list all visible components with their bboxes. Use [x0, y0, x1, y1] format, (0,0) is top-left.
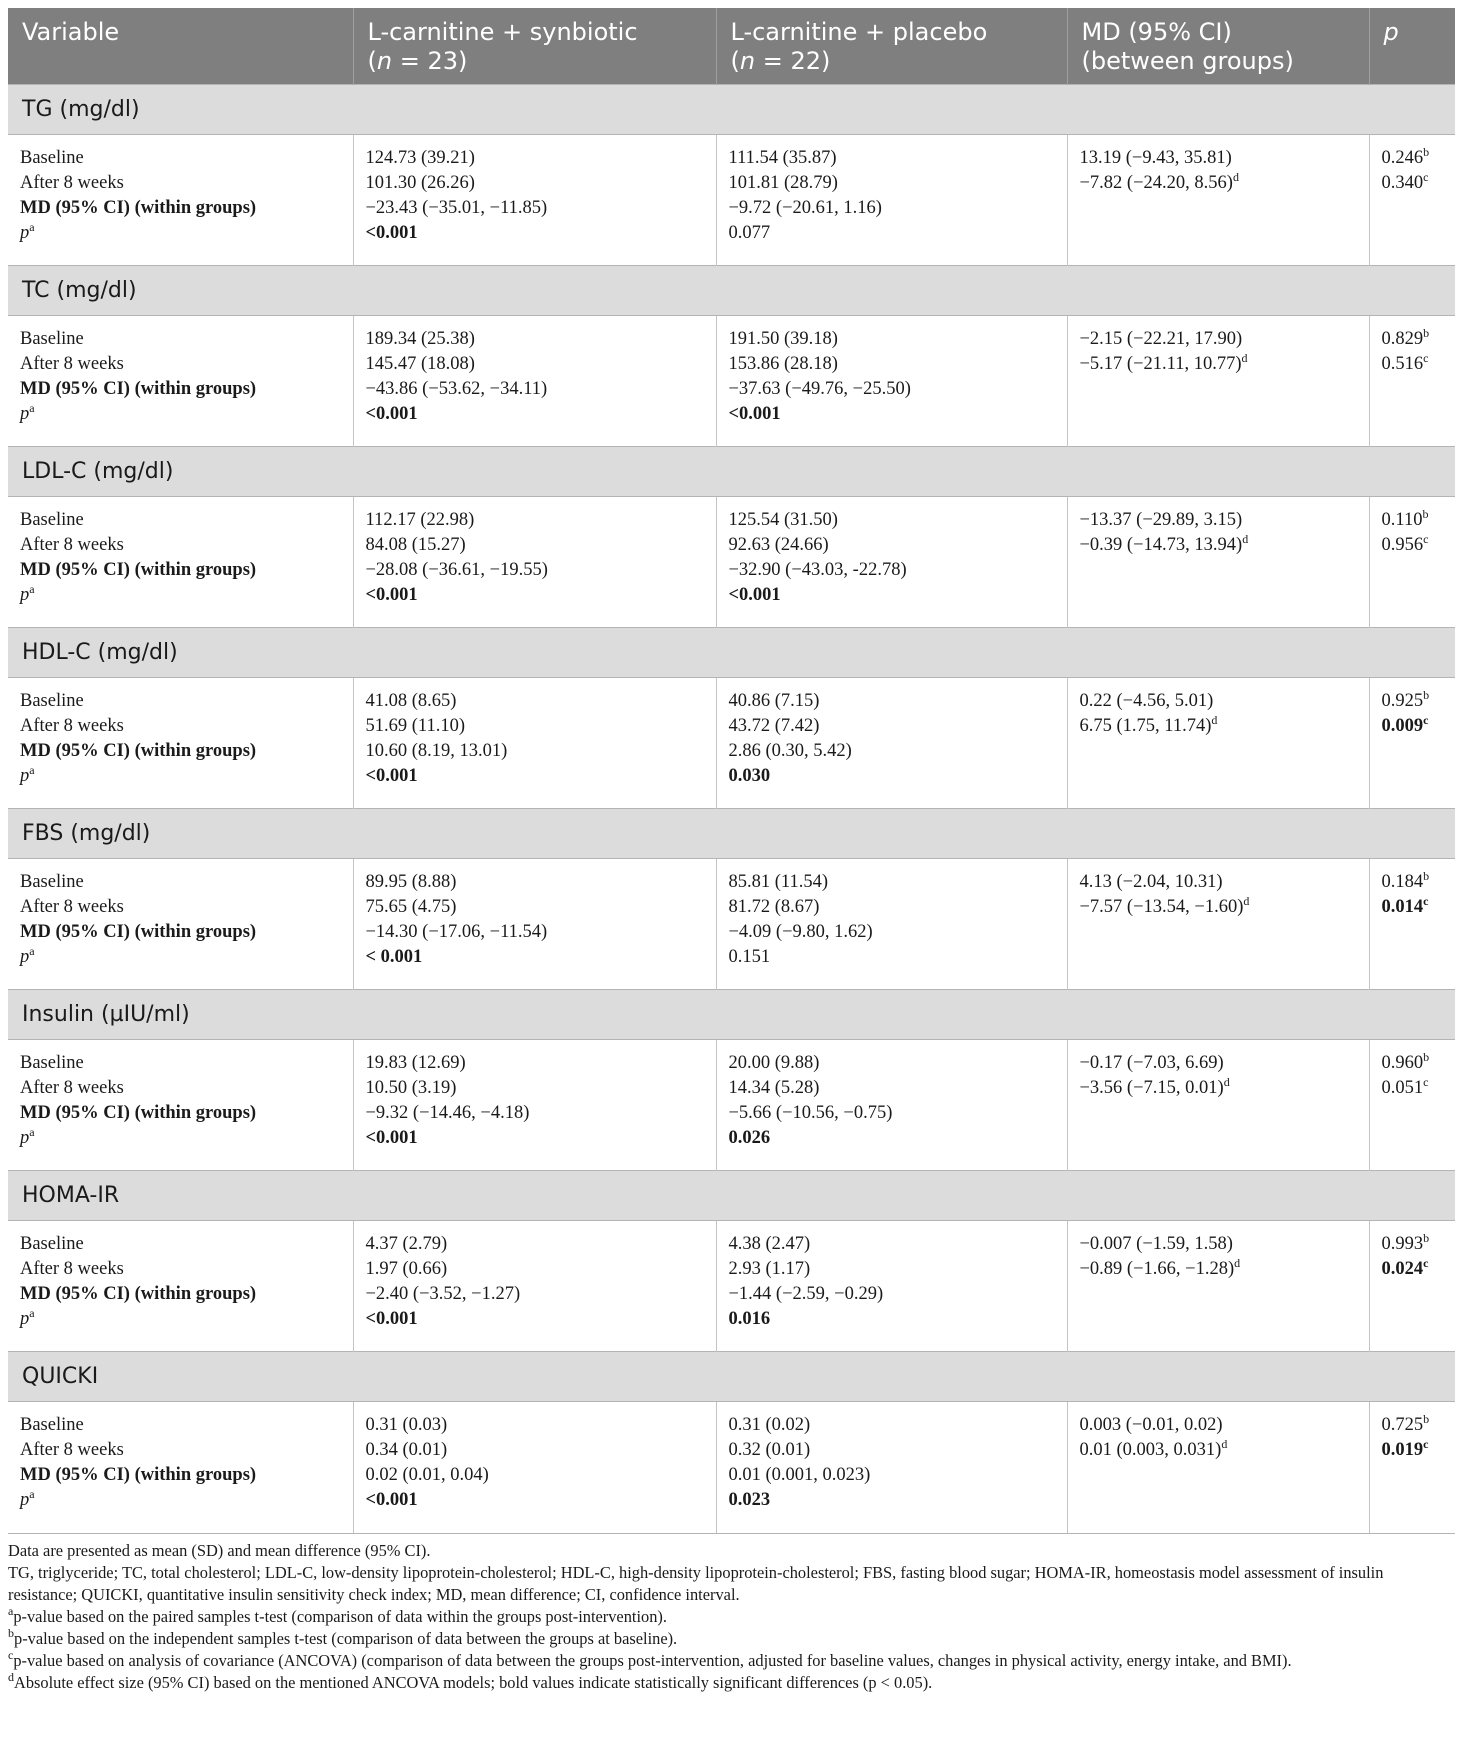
p-baseline: 0.925$^b$ — [1381, 688, 1430, 711]
header-placebo-group: L-carnitine + placebo (n = 22) — [716, 8, 1067, 85]
placebo-values-cell — [716, 859, 1067, 990]
value-baseline: 191.50 (39.18) — [728, 329, 838, 349]
section-data-row — [8, 1221, 1455, 1352]
label-baseline: Baseline — [20, 872, 84, 892]
footnote-data-presentation: Data are presented as mean (SD) and mean difference (95% CI). — [8, 1540, 431, 1560]
placebo-values-cell — [716, 1221, 1067, 1352]
section-header-row — [8, 85, 1455, 135]
value-after-8-weeks: 14.34 (5.28) — [728, 1078, 820, 1098]
value-after-8-weeks: 10.50 (3.19) — [365, 1078, 457, 1098]
label-after-8-weeks: After 8 weeks — [20, 897, 124, 917]
header-mean-difference: MD (95% CI) (between groups) — [1067, 8, 1369, 85]
value-p: <0.001 — [728, 585, 781, 605]
label-md-within-groups: MD (95% CI) (within groups) — [20, 1103, 257, 1123]
value-p: 0.016 — [728, 1309, 771, 1329]
between-after: −7.82 (−24.20, 8.56)$^d$ — [1079, 170, 1239, 193]
row-labels-cell — [8, 678, 353, 809]
placebo-values-cell — [716, 678, 1067, 809]
between-groups-cell — [1067, 1402, 1369, 1533]
p-value-cell — [1369, 678, 1455, 809]
table-footnotes — [8, 1533, 1455, 1694]
label-p-value: $p^a$ — [20, 1125, 35, 1148]
label-p-value: $p^a$ — [20, 944, 35, 967]
section-title: HDL-C (mg/dl) — [8, 628, 1455, 678]
section-title: FBS (mg/dl) — [8, 809, 1455, 859]
label-after-8-weeks: After 8 weeks — [20, 1078, 124, 1098]
row-labels-cell — [8, 316, 353, 447]
value-after-8-weeks: 51.69 (11.10) — [365, 716, 466, 736]
between-baseline: 13.19 (−9.43, 35.81) — [1079, 148, 1232, 168]
label-baseline: Baseline — [20, 691, 84, 711]
placebo-values-cell — [716, 1040, 1067, 1171]
section-header-row — [8, 447, 1455, 497]
p-value-cell — [1369, 859, 1455, 990]
value-md-within: −32.90 (−43.03, -22.78) — [728, 560, 907, 580]
between-after: 0.01 (0.003, 0.031)$^d$ — [1079, 1437, 1228, 1460]
p-baseline: 0.110$^b$ — [1381, 507, 1429, 530]
section-title: HOMA-IR — [8, 1171, 1455, 1221]
value-baseline: 0.31 (0.03) — [365, 1415, 448, 1435]
p-value-cell — [1369, 1040, 1455, 1171]
section-header-row — [8, 1352, 1455, 1402]
value-md-within: 2.86 (0.30, 5.42) — [728, 741, 852, 761]
value-after-8-weeks: 1.97 (0.66) — [365, 1259, 448, 1279]
section-title: Insulin (µIU/ml) — [8, 990, 1455, 1040]
label-p-value: $p^a$ — [20, 1306, 35, 1329]
between-baseline: 4.13 (−2.04, 10.31) — [1079, 872, 1223, 892]
value-p: 0.151 — [728, 947, 771, 967]
value-after-8-weeks: 92.63 (24.66) — [728, 535, 829, 555]
label-after-8-weeks: After 8 weeks — [20, 1440, 124, 1460]
p-baseline: 0.184$^b$ — [1381, 869, 1430, 892]
between-groups-cell — [1067, 135, 1369, 266]
p-value-cell — [1369, 316, 1455, 447]
section-data-row — [8, 497, 1455, 628]
label-p-value: $p^a$ — [20, 1487, 35, 1510]
header-p-value: p — [1369, 8, 1455, 85]
row-labels-cell — [8, 1402, 353, 1533]
p-after: 0.019$^c$ — [1381, 1437, 1429, 1460]
value-baseline: 20.00 (9.88) — [728, 1053, 820, 1073]
label-baseline: Baseline — [20, 1234, 84, 1254]
section-title: TG (mg/dl) — [8, 85, 1455, 135]
label-baseline: Baseline — [20, 1053, 84, 1073]
between-baseline: −2.15 (−22.21, 17.90) — [1079, 329, 1243, 349]
p-value-cell — [1369, 1402, 1455, 1533]
section-data-row — [8, 135, 1455, 266]
p-value-cell — [1369, 135, 1455, 266]
between-after: −3.56 (−7.15, 0.01)$^d$ — [1079, 1075, 1230, 1098]
p-after: 0.516$^c$ — [1381, 351, 1429, 374]
value-baseline: 89.95 (8.88) — [365, 872, 457, 892]
value-md-within: −2.40 (−3.52, −1.27) — [365, 1284, 521, 1304]
section-header-row — [8, 990, 1455, 1040]
value-baseline: 125.54 (31.50) — [728, 510, 838, 530]
value-baseline: 41.08 (8.65) — [365, 691, 457, 711]
p-baseline: 0.725$^b$ — [1381, 1412, 1430, 1435]
synbiotic-values-cell — [353, 497, 716, 628]
value-after-8-weeks: 75.65 (4.75) — [365, 897, 457, 917]
section-title: QUICKI — [8, 1352, 1455, 1402]
between-groups-cell — [1067, 497, 1369, 628]
value-p: <0.001 — [365, 223, 418, 243]
value-after-8-weeks: 153.86 (28.18) — [728, 354, 838, 374]
value-p: <0.001 — [365, 1128, 418, 1148]
row-labels-cell — [8, 1221, 353, 1352]
between-groups-cell — [1067, 1040, 1369, 1171]
section-title: TC (mg/dl) — [8, 266, 1455, 316]
value-p: <0.001 — [728, 404, 781, 424]
value-md-within: −4.09 (−9.80, 1.62) — [728, 922, 873, 942]
synbiotic-values-cell — [353, 678, 716, 809]
header-variable: Variable — [8, 8, 353, 85]
value-p: <0.001 — [365, 585, 418, 605]
footnote-d: $^d$Absolute effect size (95% CI) based on the mentioned ANCOVA models; bold values indicate statistically significant differences (p < 0.05). — [8, 1669, 933, 1692]
between-after: −0.89 (−1.66, −1.28)$^d$ — [1079, 1256, 1241, 1279]
p-value-cell — [1369, 497, 1455, 628]
label-baseline: Baseline — [20, 329, 84, 349]
value-md-within: 0.01 (0.001, 0.023) — [728, 1465, 871, 1485]
p-after: 0.024$^c$ — [1381, 1256, 1429, 1279]
value-md-within: −23.43 (−35.01, −11.85) — [365, 198, 548, 218]
footnote-a: $^a$p-value based on the paired samples t-test (comparison of data within the groups post-intervention). — [8, 1603, 667, 1626]
p-after: 0.051$^c$ — [1381, 1075, 1429, 1098]
between-baseline: −0.17 (−7.03, 6.69) — [1079, 1053, 1224, 1073]
synbiotic-values-cell — [353, 135, 716, 266]
section-data-row — [8, 1402, 1455, 1533]
between-groups-cell — [1067, 678, 1369, 809]
synbiotic-values-cell — [353, 859, 716, 990]
section-data-row — [8, 1040, 1455, 1171]
between-groups-cell — [1067, 1221, 1369, 1352]
label-p-value: $p^a$ — [20, 220, 35, 243]
label-md-within-groups: MD (95% CI) (within groups) — [20, 198, 257, 218]
value-p: < 0.001 — [365, 947, 423, 967]
value-baseline: 4.38 (2.47) — [728, 1234, 811, 1254]
p-after: 0.340$^c$ — [1381, 170, 1429, 193]
header-synbiotic-group: L-carnitine + synbiotic (n = 23) — [353, 8, 716, 85]
value-baseline: 40.86 (7.15) — [728, 691, 820, 711]
value-p: <0.001 — [365, 1490, 418, 1510]
placebo-values-cell — [716, 316, 1067, 447]
value-baseline: 85.81 (11.54) — [728, 872, 829, 892]
label-baseline: Baseline — [20, 148, 84, 168]
section-data-row — [8, 859, 1455, 990]
value-after-8-weeks: 2.93 (1.17) — [728, 1259, 811, 1279]
label-md-within-groups: MD (95% CI) (within groups) — [20, 1465, 257, 1485]
label-baseline: Baseline — [20, 510, 84, 530]
placebo-values-cell — [716, 497, 1067, 628]
footnote-c: $^c$p-value based on analysis of covariance (ANCOVA) (comparison of data between the groups post-intervention, adjusted for baseline values, changes in physical activity, energy intake, and BMI). — [8, 1647, 1292, 1670]
synbiotic-values-cell — [353, 316, 716, 447]
label-after-8-weeks: After 8 weeks — [20, 716, 124, 736]
value-md-within: −14.30 (−17.06, −11.54) — [365, 922, 548, 942]
results-table — [8, 8, 1455, 1533]
value-baseline: 4.37 (2.79) — [365, 1234, 448, 1254]
value-baseline: 189.34 (25.38) — [365, 329, 475, 349]
value-md-within: −9.72 (−20.61, 1.16) — [728, 198, 882, 218]
synbiotic-values-cell — [353, 1402, 716, 1533]
row-labels-cell — [8, 497, 353, 628]
value-baseline: 112.17 (22.98) — [365, 510, 475, 530]
value-baseline: 19.83 (12.69) — [365, 1053, 466, 1073]
value-p: <0.001 — [365, 766, 418, 786]
value-after-8-weeks: 145.47 (18.08) — [365, 354, 475, 374]
label-after-8-weeks: After 8 weeks — [20, 1259, 124, 1279]
p-baseline: 0.993$^b$ — [1381, 1231, 1430, 1254]
value-p: 0.030 — [728, 766, 771, 786]
value-md-within: 10.60 (8.19, 13.01) — [365, 741, 508, 761]
label-p-value: $p^a$ — [20, 582, 35, 605]
synbiotic-values-cell — [353, 1040, 716, 1171]
value-md-within: −43.86 (−53.62, −34.11) — [365, 379, 548, 399]
value-p: <0.001 — [365, 1309, 418, 1329]
value-after-8-weeks: 0.32 (0.01) — [728, 1440, 811, 1460]
value-after-8-weeks: 84.08 (15.27) — [365, 535, 466, 555]
row-labels-cell — [8, 859, 353, 990]
label-baseline: Baseline — [20, 1415, 84, 1435]
label-after-8-weeks: After 8 weeks — [20, 354, 124, 374]
value-md-within: −9.32 (−14.46, −4.18) — [365, 1103, 530, 1123]
p-after: 0.956$^c$ — [1381, 532, 1429, 555]
between-groups-cell — [1067, 316, 1369, 447]
value-baseline: 0.31 (0.02) — [728, 1415, 811, 1435]
between-groups-cell — [1067, 859, 1369, 990]
label-after-8-weeks: After 8 weeks — [20, 535, 124, 555]
between-after: 6.75 (1.75, 11.74)$^d$ — [1079, 713, 1218, 736]
section-header-row — [8, 628, 1455, 678]
label-md-within-groups: MD (95% CI) (within groups) — [20, 1284, 257, 1304]
results-table-container — [8, 8, 1455, 1694]
placebo-values-cell — [716, 135, 1067, 266]
p-baseline: 0.246$^b$ — [1381, 145, 1430, 168]
value-p: <0.001 — [365, 404, 418, 424]
p-baseline: 0.829$^b$ — [1381, 326, 1430, 349]
section-data-row — [8, 316, 1455, 447]
label-md-within-groups: MD (95% CI) (within groups) — [20, 741, 257, 761]
section-data-row — [8, 678, 1455, 809]
value-md-within: −1.44 (−2.59, −0.29) — [728, 1284, 884, 1304]
value-md-within: 0.02 (0.01, 0.04) — [365, 1465, 489, 1485]
label-p-value: $p^a$ — [20, 401, 35, 424]
table-body — [8, 85, 1455, 1533]
p-after: 0.009$^c$ — [1381, 713, 1429, 736]
value-after-8-weeks: 101.81 (28.79) — [728, 173, 838, 193]
value-md-within: −28.08 (−36.61, −19.55) — [365, 560, 548, 580]
between-baseline: −13.37 (−29.89, 3.15) — [1079, 510, 1243, 530]
between-after: −7.57 (−13.54, −1.60)$^d$ — [1079, 894, 1250, 917]
value-after-8-weeks: 81.72 (8.67) — [728, 897, 820, 917]
between-baseline: −0.007 (−1.59, 1.58) — [1079, 1234, 1233, 1254]
value-after-8-weeks: 43.72 (7.42) — [728, 716, 820, 736]
section-header-row — [8, 266, 1455, 316]
value-baseline: 124.73 (39.21) — [365, 148, 475, 168]
footnote-b: $^b$p-value based on the independent samples t-test (comparison of data between the groups at baseline). — [8, 1625, 678, 1648]
placebo-values-cell — [716, 1402, 1067, 1533]
synbiotic-values-cell — [353, 1221, 716, 1352]
section-title: LDL-C (mg/dl) — [8, 447, 1455, 497]
between-baseline: 0.22 (−4.56, 5.01) — [1079, 691, 1214, 711]
row-labels-cell — [8, 135, 353, 266]
row-labels-cell — [8, 1040, 353, 1171]
value-md-within: −5.66 (−10.56, −0.75) — [728, 1103, 893, 1123]
section-header-row — [8, 1171, 1455, 1221]
value-baseline: 111.54 (35.87) — [728, 148, 837, 168]
value-p: 0.026 — [728, 1128, 771, 1148]
between-baseline: 0.003 (−0.01, 0.02) — [1079, 1415, 1223, 1435]
value-p: 0.023 — [728, 1490, 771, 1510]
table-header — [8, 8, 1455, 85]
value-after-8-weeks: 0.34 (0.01) — [365, 1440, 448, 1460]
value-after-8-weeks: 101.30 (26.26) — [365, 173, 475, 193]
label-p-value: $p^a$ — [20, 763, 35, 786]
p-after: 0.014$^c$ — [1381, 894, 1429, 917]
p-value-cell — [1369, 1221, 1455, 1352]
p-baseline: 0.960$^b$ — [1381, 1050, 1430, 1073]
value-p: 0.077 — [728, 223, 771, 243]
between-after: −5.17 (−21.11, 10.77)$^d$ — [1079, 351, 1248, 374]
label-md-within-groups: MD (95% CI) (within groups) — [20, 922, 257, 942]
label-after-8-weeks: After 8 weeks — [20, 173, 124, 193]
between-after: −0.39 (−14.73, 13.94)$^d$ — [1079, 532, 1249, 555]
value-md-within: −37.63 (−49.76, −25.50) — [728, 379, 911, 399]
footnote-abbreviations: TG, triglyceride; TC, total cholesterol; LDL-C, low-density lipoprotein-cholesterol; HDL-C, high-density lipoprotein-cholesterol; FBS, fasting blood sugar; HOMA-IR, homeostasis model assessment of insulin resistance; QUICKI, quantitative insulin sensitivity check index; MD, mean difference; CI, confidence interval. — [8, 1562, 1384, 1604]
section-header-row — [8, 809, 1455, 859]
label-md-within-groups: MD (95% CI) (within groups) — [20, 560, 257, 580]
label-md-within-groups: MD (95% CI) (within groups) — [20, 379, 257, 399]
